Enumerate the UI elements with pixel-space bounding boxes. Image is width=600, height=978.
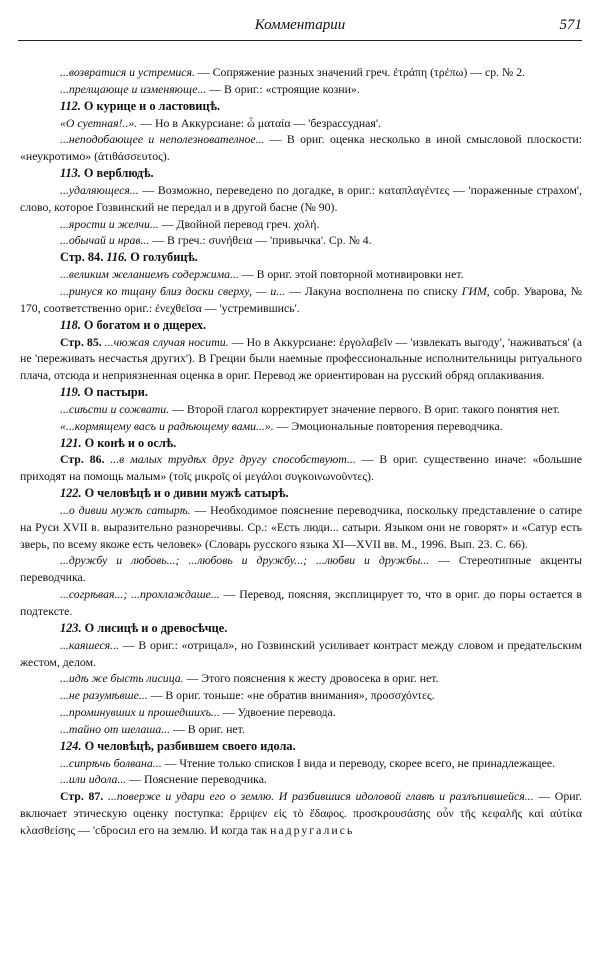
quoted-fragment: ...обычай и нрав... bbox=[60, 233, 150, 248]
fable-number: 123. bbox=[60, 620, 82, 635]
comment-text: — Стереотипные акценты переводчика. bbox=[20, 553, 582, 585]
comment-text: — В греч.: συνήθεια — 'привычка'. Ср. № 4. bbox=[149, 233, 372, 248]
running-head bbox=[18, 14, 582, 41]
page-reference: Стр. 85. bbox=[60, 334, 102, 349]
fable-heading bbox=[20, 317, 582, 334]
running-title: Комментарии bbox=[254, 17, 346, 33]
page-reference: Стр. 86. bbox=[60, 452, 105, 467]
comment-text: — Возможно, переведено по догадке, в ориг.: καταπλαγέντες — 'пораженные страхом', слово, которое Гозвинский не передал и в другой басне (№ 90). bbox=[20, 182, 582, 214]
fable-number: 113. bbox=[60, 166, 81, 181]
quoted-fragment: ...чюжая случая носити. bbox=[101, 334, 229, 349]
fable-heading bbox=[20, 738, 582, 755]
fable-title: О богатом и о дщерех. bbox=[80, 317, 207, 332]
comment-text: — Чтение только списков I вида и переводу, скорее всего, не принадлежащее. bbox=[161, 755, 556, 770]
commentary-paragraph bbox=[20, 283, 582, 317]
comment-text: — В ориг. этой повторной мотивировки нет. bbox=[238, 267, 464, 282]
commentary-paragraph bbox=[20, 721, 582, 738]
commentary-paragraph bbox=[20, 704, 582, 721]
fable-number: 119. bbox=[60, 385, 81, 400]
commentary-paragraph bbox=[20, 788, 582, 839]
quoted-fragment: ...неподобающее и неполезнователное... bbox=[60, 132, 265, 147]
manuscript-siglum: ГИМ bbox=[461, 283, 487, 298]
quoted-fragment: ...согрѣвая...; ...прохлаждаше... bbox=[60, 587, 220, 602]
commentary-paragraph bbox=[20, 131, 582, 165]
comment-text: — В ориг. тоньше: «не обратив внимания», προσσχόντες. bbox=[147, 688, 435, 703]
commentary-paragraph bbox=[20, 637, 582, 671]
commentary-paragraph bbox=[20, 216, 582, 233]
commentary-paragraph bbox=[20, 232, 582, 249]
quoted-fragment: ...прелщающе и изменяюще... bbox=[60, 81, 207, 96]
comment-text: — Но в Аккурсиане: ἐργολαβεῖν — 'извлекать выгоду', 'наживаться' (а не 'переживать несчастья других'). В Греции были наемные профессиональные исполнительницы ритуального плача, отсюда и неприязненная оценка в ориг. Перевод же ориентирован на русский обряд оплакивания. bbox=[20, 334, 582, 383]
commentary-body bbox=[20, 64, 582, 839]
quoted-fragment: ...возвратися и устремися. bbox=[60, 65, 195, 79]
commentary-paragraph bbox=[20, 418, 582, 435]
fable-title: О конѣ и о ослѣ. bbox=[81, 435, 177, 450]
fable-number: 116. bbox=[106, 250, 128, 265]
quoted-fragment: ...не разумѣвше... bbox=[60, 688, 148, 703]
comment-text: — В ориг.: «отрицал», но Гозвинский усиливает контраст между словом и предательским жестом, делом. bbox=[20, 637, 582, 669]
quoted-fragment: ...или идола... bbox=[60, 772, 127, 787]
quoted-fragment: ...ринуся ко тщану близ доски сверху, — и... bbox=[60, 283, 286, 298]
commentary-paragraph bbox=[20, 687, 582, 704]
fable-number: 121. bbox=[60, 435, 82, 450]
fable-number: 112. bbox=[60, 98, 81, 113]
fable-heading bbox=[20, 165, 582, 182]
comment-text: — Пояснение переводчика. bbox=[126, 772, 267, 787]
quoted-fragment: ...великим желаниемъ содержима... bbox=[60, 267, 239, 282]
quoted-fragment: ...проминувших и прошедшихъ... bbox=[60, 705, 220, 720]
fable-heading bbox=[20, 620, 582, 637]
fable-heading bbox=[20, 249, 582, 266]
comment-text: , собр. Уварова, № 170, соответственно ориг.: ἐνεχθεῖσα — 'устремившись'. bbox=[20, 283, 582, 315]
comment-text: — Удвоение перевода. bbox=[219, 705, 336, 720]
fable-title: О верблюдѣ. bbox=[80, 166, 154, 181]
fable-title: О человѣцѣ, разбившем своего идола. bbox=[81, 738, 296, 753]
fable-heading bbox=[20, 384, 582, 401]
comment-text: — Сопряжение разных значений греч. ἐτράπη (τρέπω) — ср. № 2. bbox=[194, 65, 526, 79]
commentary-paragraph bbox=[20, 451, 582, 485]
commentary-paragraph bbox=[20, 81, 582, 98]
commentary-paragraph bbox=[20, 334, 582, 385]
quoted-fragment: ...идѣ же бысть лисица. bbox=[60, 671, 184, 686]
comment-text: — Перевод, поясняя, эксплицирует то, что в ориг. до поры остается в подтексте. bbox=[20, 587, 583, 618]
fable-number: 122. bbox=[60, 486, 82, 501]
fable-title: О курице и о ластовицѣ. bbox=[80, 98, 221, 113]
comment-text: — Эмоциональные повторения переводчика. bbox=[273, 418, 503, 433]
quoted-fragment: «О суетная!..». bbox=[60, 115, 138, 130]
commentary-paragraph bbox=[20, 182, 582, 216]
fable-title: О голубицѣ. bbox=[127, 250, 198, 265]
comment-text: — Необходимое пояснение переводчика, поскольку представление о сатире на Руси XVII в. выразительно разноречивы. Ср.: «Есть люди... сатыри. Языком они не говорят» и «Сатур есть зверь, по всему якоже есть человек» (Словарь русского языка XI—XVII вв. М., 1996. Вып. 23. С. 66). bbox=[20, 502, 582, 551]
page-reference: Стр. 84. bbox=[60, 250, 107, 265]
commentary-paragraph bbox=[20, 64, 582, 81]
fable-number: 124. bbox=[60, 738, 82, 753]
comment-text: — Этого пояснения к жесту дровосека в ориг. нет. bbox=[183, 671, 439, 686]
comment-text: — Второй глагол корректирует значение первого. В ориг. такого понятия нет. bbox=[169, 401, 560, 416]
fable-title: О лисицѣ и о древосѣчце. bbox=[81, 620, 228, 635]
fable-title: О человѣцѣ и о дивии мужѣ сатырѣ. bbox=[81, 486, 289, 501]
commentary-paragraph bbox=[20, 115, 582, 132]
comment-text: — В ориг. оценка несколько в иной смысловой плоскости: «неукротимо» (ἀτιθάσσευτος). bbox=[20, 132, 582, 164]
quoted-fragment: «...кормящему васъ и радѣющему вами...». bbox=[60, 418, 274, 433]
fable-heading bbox=[20, 485, 582, 502]
comment-text: — Ориг. включает этическую оценку поступка: ἔρριψεν εἰς τὸ ἔδαφος. προσκρουσάσης οὖν τῆς κεφαλῆς καὶ αὐτίκα κλασθείσης — 'сбросил его на землю. И когда так bbox=[20, 789, 582, 837]
quoted-fragment: ...в малых трудѣх друг другу способствуют... bbox=[104, 452, 356, 467]
comment-text: — В ориг. нет. bbox=[170, 721, 245, 736]
commentary-paragraph bbox=[20, 670, 582, 687]
quoted-fragment: ...ярости и желчи... bbox=[60, 216, 159, 231]
commentary-paragraph bbox=[20, 552, 582, 586]
quoted-fragment: ...поверже и удари его о землю. И разбившися идоловой главѣ и разлъпившейся... bbox=[103, 789, 534, 804]
commentary-paragraph bbox=[20, 502, 582, 553]
quoted-fragment: ...каяшеся... bbox=[60, 637, 120, 652]
spaced-word: надругались bbox=[270, 822, 355, 837]
commentary-paragraph bbox=[20, 401, 582, 418]
quoted-fragment: ...удаляющеся... bbox=[60, 182, 139, 197]
quoted-fragment: ...дружбу и любовь...; ...любовь и дружбу...; ...любви и дружбы... bbox=[60, 553, 430, 568]
page-number: 571 bbox=[559, 17, 582, 33]
comment-text: — Лакуна восполнена по списку bbox=[285, 283, 462, 298]
quoted-fragment: ...тайно от шелаша... bbox=[60, 721, 171, 736]
quoted-fragment: ...сиѣсти и сожвати. bbox=[60, 401, 170, 416]
fable-heading bbox=[20, 435, 582, 452]
fable-number: 118. bbox=[60, 317, 81, 332]
comment-text: — В ориг. существенно иначе: «большие приходят на помощь малым» (τοῖς μικροῖς οἱ μεγάλοι συγκοινωνοῦντες). bbox=[20, 452, 582, 484]
comment-text: — Но в Аккурсиане: ὦ ματαία — 'безрассудная'. bbox=[137, 115, 381, 130]
fable-title: О пастыри. bbox=[80, 385, 148, 400]
commentary-paragraph bbox=[20, 266, 582, 283]
commentary-paragraph bbox=[20, 586, 582, 620]
commentary-paragraph bbox=[20, 755, 582, 772]
fable-heading bbox=[20, 98, 582, 115]
comment-text: — Двойной перевод греч. χολή. bbox=[158, 216, 320, 231]
comment-text: — В ориг.: «строящие козни». bbox=[206, 81, 360, 96]
page-reference: Стр. 87. bbox=[60, 789, 104, 804]
quoted-fragment: ...о дивии мужѣ сатырѣ. bbox=[60, 502, 191, 517]
quoted-fragment: ...сипрѣчь болвана... bbox=[60, 755, 162, 770]
commentary-paragraph bbox=[20, 771, 582, 788]
